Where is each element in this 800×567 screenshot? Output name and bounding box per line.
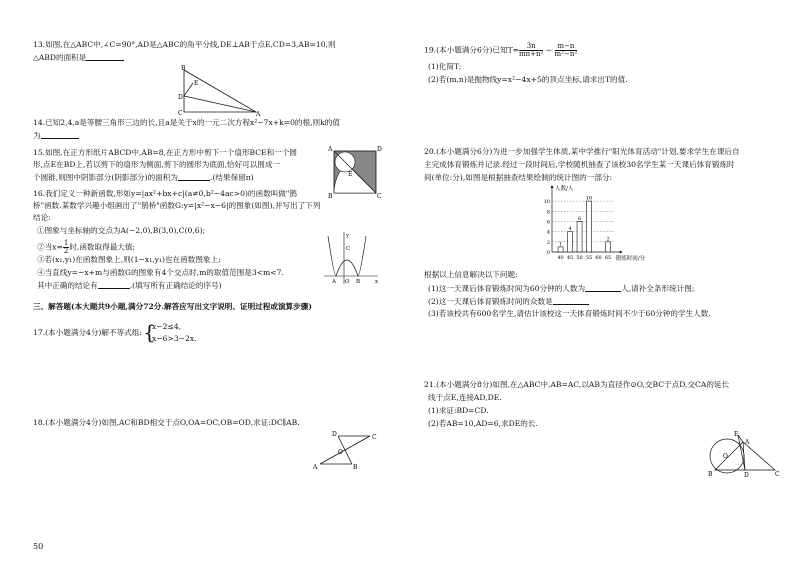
q21-label-c: C xyxy=(775,471,780,478)
q16-label-x: x xyxy=(375,279,379,285)
q20-line1: 20.(本小题满分6分)为进一步加强学生体质,某中学推行"阳光体育活动"计划,要求学生在课后自 xyxy=(424,147,740,156)
q17-inequality2: x−6>3−2x. xyxy=(152,334,197,343)
q16-conclusion-answer: 其中正确的结论有 .(填写所有正确结论的序号) xyxy=(37,281,222,290)
chart-data-label: 6 xyxy=(577,215,582,222)
chart-data-label: 10 xyxy=(585,195,593,202)
chart-y-axis-label: 人数/人 xyxy=(555,186,574,192)
q21-sub1: (1)求证:BD=CD. xyxy=(428,406,489,415)
q13-perpendicular xyxy=(184,83,193,96)
q15-label-c: C xyxy=(377,193,382,200)
q15-figure xyxy=(328,146,380,198)
q13-line2: △ABD的面积是 xyxy=(33,52,124,63)
q15-label-b: B xyxy=(328,193,333,200)
q16-line1: 16.我们定义一种新函数,形如y=|ax²+bx+c|(a≠0,b²−4ac>0)的函数叫做"鹊 xyxy=(33,189,297,198)
q21-label-e: E xyxy=(734,431,739,438)
q21-label-b: B xyxy=(708,471,713,478)
q15-line3: 个圆锥,则图中阴影部分(阴影部分)的面积为 .(结果保留π) xyxy=(33,173,254,182)
q19-sub2: (2)若(m,n)是抛物线y=x²−4x+5的顶点坐标,请求出T的值. xyxy=(428,75,628,84)
q20-answer-blank1[interactable] xyxy=(585,283,621,292)
chart-x-tick-label: 55 xyxy=(585,255,593,261)
q13-label-e: E xyxy=(194,80,199,87)
q16-label-b: B xyxy=(356,279,361,285)
q16-line2: 桥"函数.某数学兴趣小组画出了"鹊桥"函数G:y=|x²−x−6|的图象(如图),并写出了下列 xyxy=(33,201,321,210)
q16-label-c: C xyxy=(346,246,351,252)
q18-label-d: D xyxy=(332,431,337,438)
chart-bar xyxy=(587,201,592,252)
q16-conclusion1: ①图象与坐标轴的交点为A(−2,0),B(3,0),C(0,6); xyxy=(37,226,206,235)
q20-sub2: (2)这一天课后体育锻炼时间的众数是 xyxy=(428,296,589,307)
q18-text: 18.(本小题满分4分)如图,AC和BD相交于点O,OA=OC,OB=OD,求证:DC∥AB. xyxy=(33,418,300,427)
chart-y-tick-label: 2 xyxy=(546,239,550,246)
chart-data-label: 4 xyxy=(568,226,572,233)
q14-answer-blank[interactable] xyxy=(41,130,79,139)
chart-data-label: 2 xyxy=(606,236,610,243)
q15-line1: 15.如图,在正方形纸片ABCD中,AB=8,在正方形中剪下一个扇形BCE和一个圆 xyxy=(33,148,298,157)
q16-conclusion4: ④当直线y=−x+m与函数G的图象有4个交点时,m的取值范围是3<m<7. xyxy=(37,268,284,277)
q16-label-a: A xyxy=(332,279,336,285)
chart-data-label: 1 xyxy=(558,241,563,248)
q20-line3: 间(单位:分),如图是根据抽查结果绘制的统计图的一部分: xyxy=(424,173,613,182)
chart-x-tick-label: 40 xyxy=(557,255,564,261)
chart-x-tick-label: 65 xyxy=(604,255,612,261)
chart-y-tick-label: 0 xyxy=(546,250,550,256)
q13-answer-blank[interactable] xyxy=(86,52,124,61)
chart-x-tick-label: 60 xyxy=(595,255,602,261)
q19-fraction1: $\frac{3n}{\text{mn+n²}}$ xyxy=(519,42,544,58)
q20-answer-blank2[interactable] xyxy=(553,296,589,305)
chart-y-tick-label: 6 xyxy=(546,219,550,226)
q16-figure xyxy=(322,230,380,286)
q18-figure xyxy=(312,430,382,472)
q21-figure xyxy=(705,432,780,478)
q13-angle-bisector xyxy=(184,96,256,112)
q20-sub3: (3)若该校共有600名学生,请估计该校这一天体育锻炼时间不少于60分钟的学生人数. xyxy=(428,309,711,318)
chart-x-tick-label: 50 xyxy=(576,255,583,261)
q13-label-b: B xyxy=(181,65,186,72)
chart-y-tick-label: 4 xyxy=(546,229,550,236)
q20-after: 根据以上信息解决以下问题: xyxy=(424,270,518,279)
q15-label-d: D xyxy=(377,146,382,153)
q13-figure xyxy=(170,66,260,116)
q15-line2: 形,点E在BD上,若以剪下的扇形为侧面,剪下的圆形为底面,恰好可以围成一 xyxy=(33,160,281,169)
q21-line2: 线于点E,连接AD,DE. xyxy=(428,393,502,402)
q21-sub2: (2)若AB=10,AD=6,求DE的长. xyxy=(428,419,538,428)
page-number: 50 xyxy=(33,542,44,551)
chart-x-tick-label: 45 xyxy=(566,255,574,261)
q16-line3: 结论: xyxy=(33,213,51,222)
q16-conclusion2: ②当x= $\frac{1}{2}$ 时,函数取得最大值; xyxy=(37,239,136,255)
q13-label-c: C xyxy=(178,110,183,117)
q16-answer-blank[interactable] xyxy=(98,280,130,289)
q16-fraction: $\frac{1}{2}$ xyxy=(63,239,69,255)
q13-line1: 13.如图,在△ABC中,∠C=90°,AD是△ABC的角平分线,DE⊥AB于点E,CD=3,AB=10,则 xyxy=(33,40,336,49)
q16-label-y: y xyxy=(346,233,350,239)
q21-label-a: A xyxy=(745,439,750,446)
chart-y-arrow xyxy=(551,185,554,188)
q20-sub1: (1)这一天课后体育锻炼时间为60分钟的人数为 人,请补全条形统计图; xyxy=(428,284,695,293)
q13-label-a: A xyxy=(256,111,261,118)
q21-label-o: O xyxy=(723,453,728,460)
q16-label-o: O xyxy=(345,279,350,285)
q15-label-a: A xyxy=(328,146,333,153)
q19-fraction2: $\frac{m-n}{\text{m²−n²}}$ xyxy=(554,42,578,58)
section3-heading: 三、解答题(本大题共9小题,满分72分.解答应写出文字说明、证明过程或演算步骤) xyxy=(33,302,312,311)
q17-brace: { xyxy=(143,320,156,344)
chart-bar xyxy=(606,242,611,252)
chart-bar xyxy=(577,221,582,252)
q21-label-d: D xyxy=(744,472,749,479)
q18-label-o: O xyxy=(338,449,343,456)
q20-line2: 主完成体育锻炼并记录.经过一段时间后,学校随机抽查了该校30名学生某一天课后体育锻炼时 xyxy=(424,160,735,169)
q17-lead: 17.(本小题满分4分)解不等式组: xyxy=(33,328,142,337)
chart-y-tick-label: 8 xyxy=(546,209,550,216)
chart-x-axis-label: 锻炼时间/分 xyxy=(615,256,646,262)
q16-conclusion3: ③若(x₁,y₁)在函数图象上,则(1−x₁,y₁)也在函数图象上; xyxy=(37,255,221,264)
q18-label-c: C xyxy=(372,434,377,441)
q21-line1: 21.(本小题满分8分)如图,在△ABC中,AB=AC,以AB为直径作⊙O,交BC于点D,交CA的延长 xyxy=(424,380,730,389)
q15-answer-blank[interactable] xyxy=(178,172,210,181)
q19-sub1: (1)化简T; xyxy=(428,62,462,71)
q15-label-e: E xyxy=(348,171,353,178)
q17-inequality1: x−2≤4, xyxy=(152,322,182,331)
q18-label-b: B xyxy=(353,464,358,471)
chart-y-tick-label: 10 xyxy=(543,199,550,206)
q18-label-a: A xyxy=(313,464,318,471)
q14-line1: 14.已知2,4,a是等腰三角形三边的长,且a是关于x的一元二次方程x²−7x+k=0的根,则k的值 xyxy=(33,118,340,127)
q13-label-d: D xyxy=(178,94,183,101)
chart-bar xyxy=(568,232,573,252)
q13-triangle xyxy=(184,70,256,112)
q20-bar-chart xyxy=(538,184,683,264)
q19-line1: 19.(本小题满分6分)已知T= $\frac{3n}{\text{mn+n²}}$ − $\frac{m-n}{\text{m²−n²}}$ xyxy=(424,42,578,58)
q16-curve xyxy=(328,236,366,276)
chart-x-arrow xyxy=(620,251,623,254)
chart-bar xyxy=(558,247,563,252)
q14-line2: 为 xyxy=(33,130,79,141)
